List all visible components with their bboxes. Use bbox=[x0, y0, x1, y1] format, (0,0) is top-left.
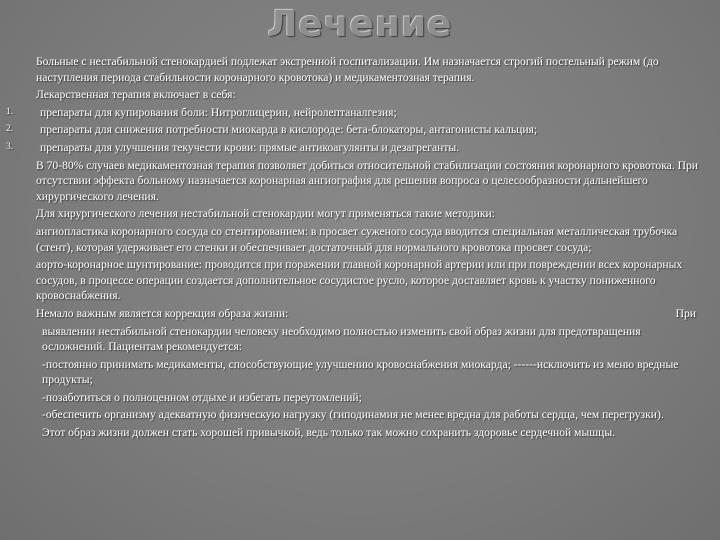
paragraph-recommendation-medication: -постоянно принимать медикаменты, способствующие улучшению кровоснабжения миокарда; ------исключить из меню вредные продукты; bbox=[42, 357, 679, 387]
slide-content bbox=[6, 54, 706, 443]
lifestyle-heading-text: Немало важным является коррекция образа жизни: bbox=[36, 306, 289, 320]
slide-title: Лечение bbox=[267, 4, 453, 45]
list-item bbox=[6, 140, 706, 156]
list-item-text: препараты для купирования боли: Нитроглицерин, нейролептаналгезия; bbox=[40, 105, 397, 119]
list-number: 3. bbox=[6, 141, 14, 152]
paragraph-angioplasty: ангиопластика коронарного сосуда со стентированием: в просвет суженого сосуда вводится специальная металлическая трубочка (стент), которая удерживает его стенки и обеспечивает достаточный для нормального кровотока просвет сосуда; bbox=[36, 224, 678, 254]
paragraph-recommendation-exercise: -обеспечить организму адекватную физическую нагрузку (гиподинамия не менее вредна для работы сердца, чем перегрузки). bbox=[42, 408, 664, 422]
lifestyle-heading-tail: При bbox=[675, 306, 696, 320]
paragraph-stabilization: В 70-80% случаев медикаментозная терапия позволяет добиться относительной стабилизации состояния коронарного кровотока. При отсутствии эффекта больному назначается коронарная ангиография для решения вопроса о целесообразности дальнейшего хирургического лечения. bbox=[36, 158, 698, 203]
list-number: 2. bbox=[6, 124, 14, 135]
paragraph-drug-therapy-intro: Лекарственная терапия включает в себя: bbox=[36, 88, 236, 102]
paragraph-surgery-intro: Для хирургического лечения нестабильной стенокардии могут применяться такие методики: bbox=[36, 207, 495, 221]
paragraph-lifestyle-change: выявлении нестабильной стенокардии человеку необходимо полностью изменить свой образ жизни для предотвращения осложнений. Пациентам рекомендуется: bbox=[42, 324, 641, 354]
paragraph-habit: Этот образ жизни должен стать хорошей привычкой, ведь только так можно сохранить здоровье сердечной мышцы. bbox=[42, 426, 616, 440]
list-item-text: препараты для улучшения текучести крови: прямые антикоагулянты и дезагреганты. bbox=[40, 140, 460, 154]
list-number: 1. bbox=[6, 106, 14, 117]
list-item-text: препараты для снижения потребности миокарда в кислороде: бета-блокаторы, антагонисты кальция; bbox=[40, 123, 538, 137]
list-item bbox=[6, 122, 706, 138]
paragraph-bypass: аорто-коронарное шунтирование: проводится при поражении главной коронарной артерии или при повреждении всех коронарных сосудов, в процессе операции создается дополнительное сосудистое русло, которое доставляет кровь к участку пониженного кровоснабжения. bbox=[36, 258, 683, 303]
list-item bbox=[6, 105, 706, 121]
paragraph-recommendation-rest: -позаботиться о полноценном отдыхе и избегать переутомлений; bbox=[42, 390, 362, 404]
paragraph-hospitalization: Больные с нестабильной стенокардией подлежат экстренной госпитализации. Им назначается строгий постельный режим (до наступления периода стабильности коронарного кровотока) и медикаментозная терапия. bbox=[36, 55, 659, 84]
paragraph-lifestyle-heading bbox=[6, 306, 706, 322]
